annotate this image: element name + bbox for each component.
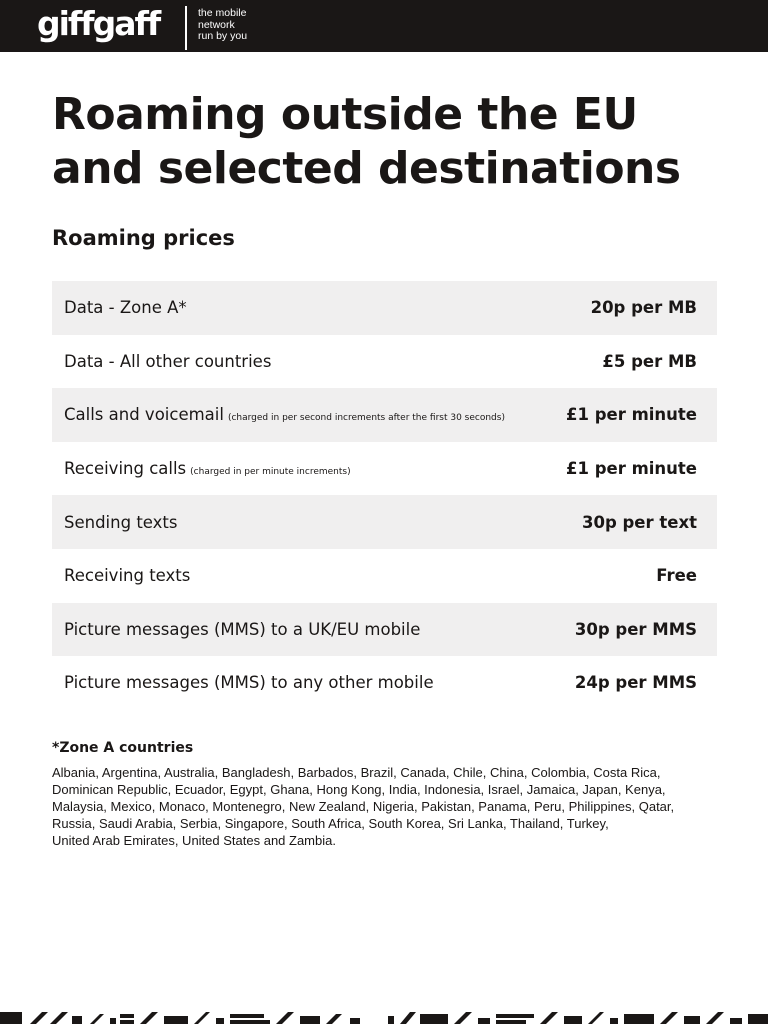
tagline-line: run by you bbox=[198, 30, 248, 42]
price-row bbox=[52, 549, 717, 603]
price-row bbox=[52, 603, 717, 657]
zone-a-line: Albania, Argentina, Australia, Bangladesh, Barbados, Brazil, Canada, Chile, China, Colombia, Costa Rica, bbox=[52, 765, 661, 780]
price-label: Receiving calls (charged in per minute increments) bbox=[64, 459, 351, 479]
logo-divider bbox=[185, 6, 187, 50]
tagline bbox=[198, 8, 247, 43]
price-label: Picture messages (MMS) to a UK/EU mobile bbox=[64, 619, 421, 639]
price-value: 30p per MMS bbox=[574, 619, 697, 639]
decorative-pattern-footer bbox=[0, 1006, 768, 1024]
price-row bbox=[52, 656, 717, 710]
price-value: 30p per text bbox=[581, 512, 697, 532]
price-row bbox=[52, 388, 717, 442]
tagline-line: network bbox=[198, 18, 235, 31]
price-value: 20p per MB bbox=[590, 298, 697, 318]
page-title bbox=[52, 88, 752, 196]
price-label: Picture messages (MMS) to any other mobile bbox=[64, 673, 434, 693]
price-label: Data - Zone A* bbox=[64, 298, 187, 318]
price-row bbox=[52, 495, 717, 549]
price-value: Free bbox=[656, 566, 697, 586]
price-label: Receiving texts bbox=[64, 566, 191, 586]
price-label: Calls and voicemail (charged in per second increments after the first 30 seconds) bbox=[64, 405, 505, 425]
page-title-line: Roaming outside the EU bbox=[52, 89, 638, 140]
tagline-line: the mobile bbox=[198, 7, 247, 19]
price-row bbox=[52, 281, 717, 335]
section-heading-roaming-prices: Roaming prices bbox=[52, 226, 235, 250]
price-note: (charged in per minute increments) bbox=[190, 467, 351, 478]
zone-a-country-list bbox=[52, 764, 732, 849]
header-bar bbox=[0, 0, 768, 52]
price-value: 24p per MMS bbox=[574, 673, 697, 693]
price-value: £1 per minute bbox=[565, 405, 697, 425]
price-table bbox=[52, 281, 717, 710]
price-label: Sending texts bbox=[64, 512, 178, 532]
zone-a-line: Malaysia, Mexico, Monaco, Montenegro, New Zealand, Nigeria, Pakistan, Panama, Peru, Philippines, Qatar, bbox=[52, 799, 675, 814]
price-note: (charged in per second increments after the first 30 seconds) bbox=[227, 413, 505, 424]
page-title-line: and selected destinations bbox=[52, 143, 681, 194]
zone-a-line: Russia, Saudi Arabia, Serbia, Singapore, South Africa, South Korea, Sri Lanka, Thailand, Turkey, bbox=[52, 816, 609, 831]
price-row bbox=[52, 335, 717, 389]
zone-a-line: Dominican Republic, Ecuador, Egypt, Ghana, Hong Kong, India, Indonesia, Israel, Jamaica, Japan, Kenya, bbox=[52, 782, 666, 797]
zone-a-line: United Arab Emirates, United States and Zambia. bbox=[52, 833, 336, 848]
price-value: £5 per MB bbox=[602, 351, 697, 371]
price-value: £1 per minute bbox=[565, 459, 697, 479]
price-row bbox=[52, 442, 717, 496]
zone-a-heading: *Zone A countries bbox=[52, 740, 194, 756]
giffgaff-logo[interactable]: giffgaff bbox=[37, 4, 160, 43]
price-label: Data - All other countries bbox=[64, 351, 272, 371]
